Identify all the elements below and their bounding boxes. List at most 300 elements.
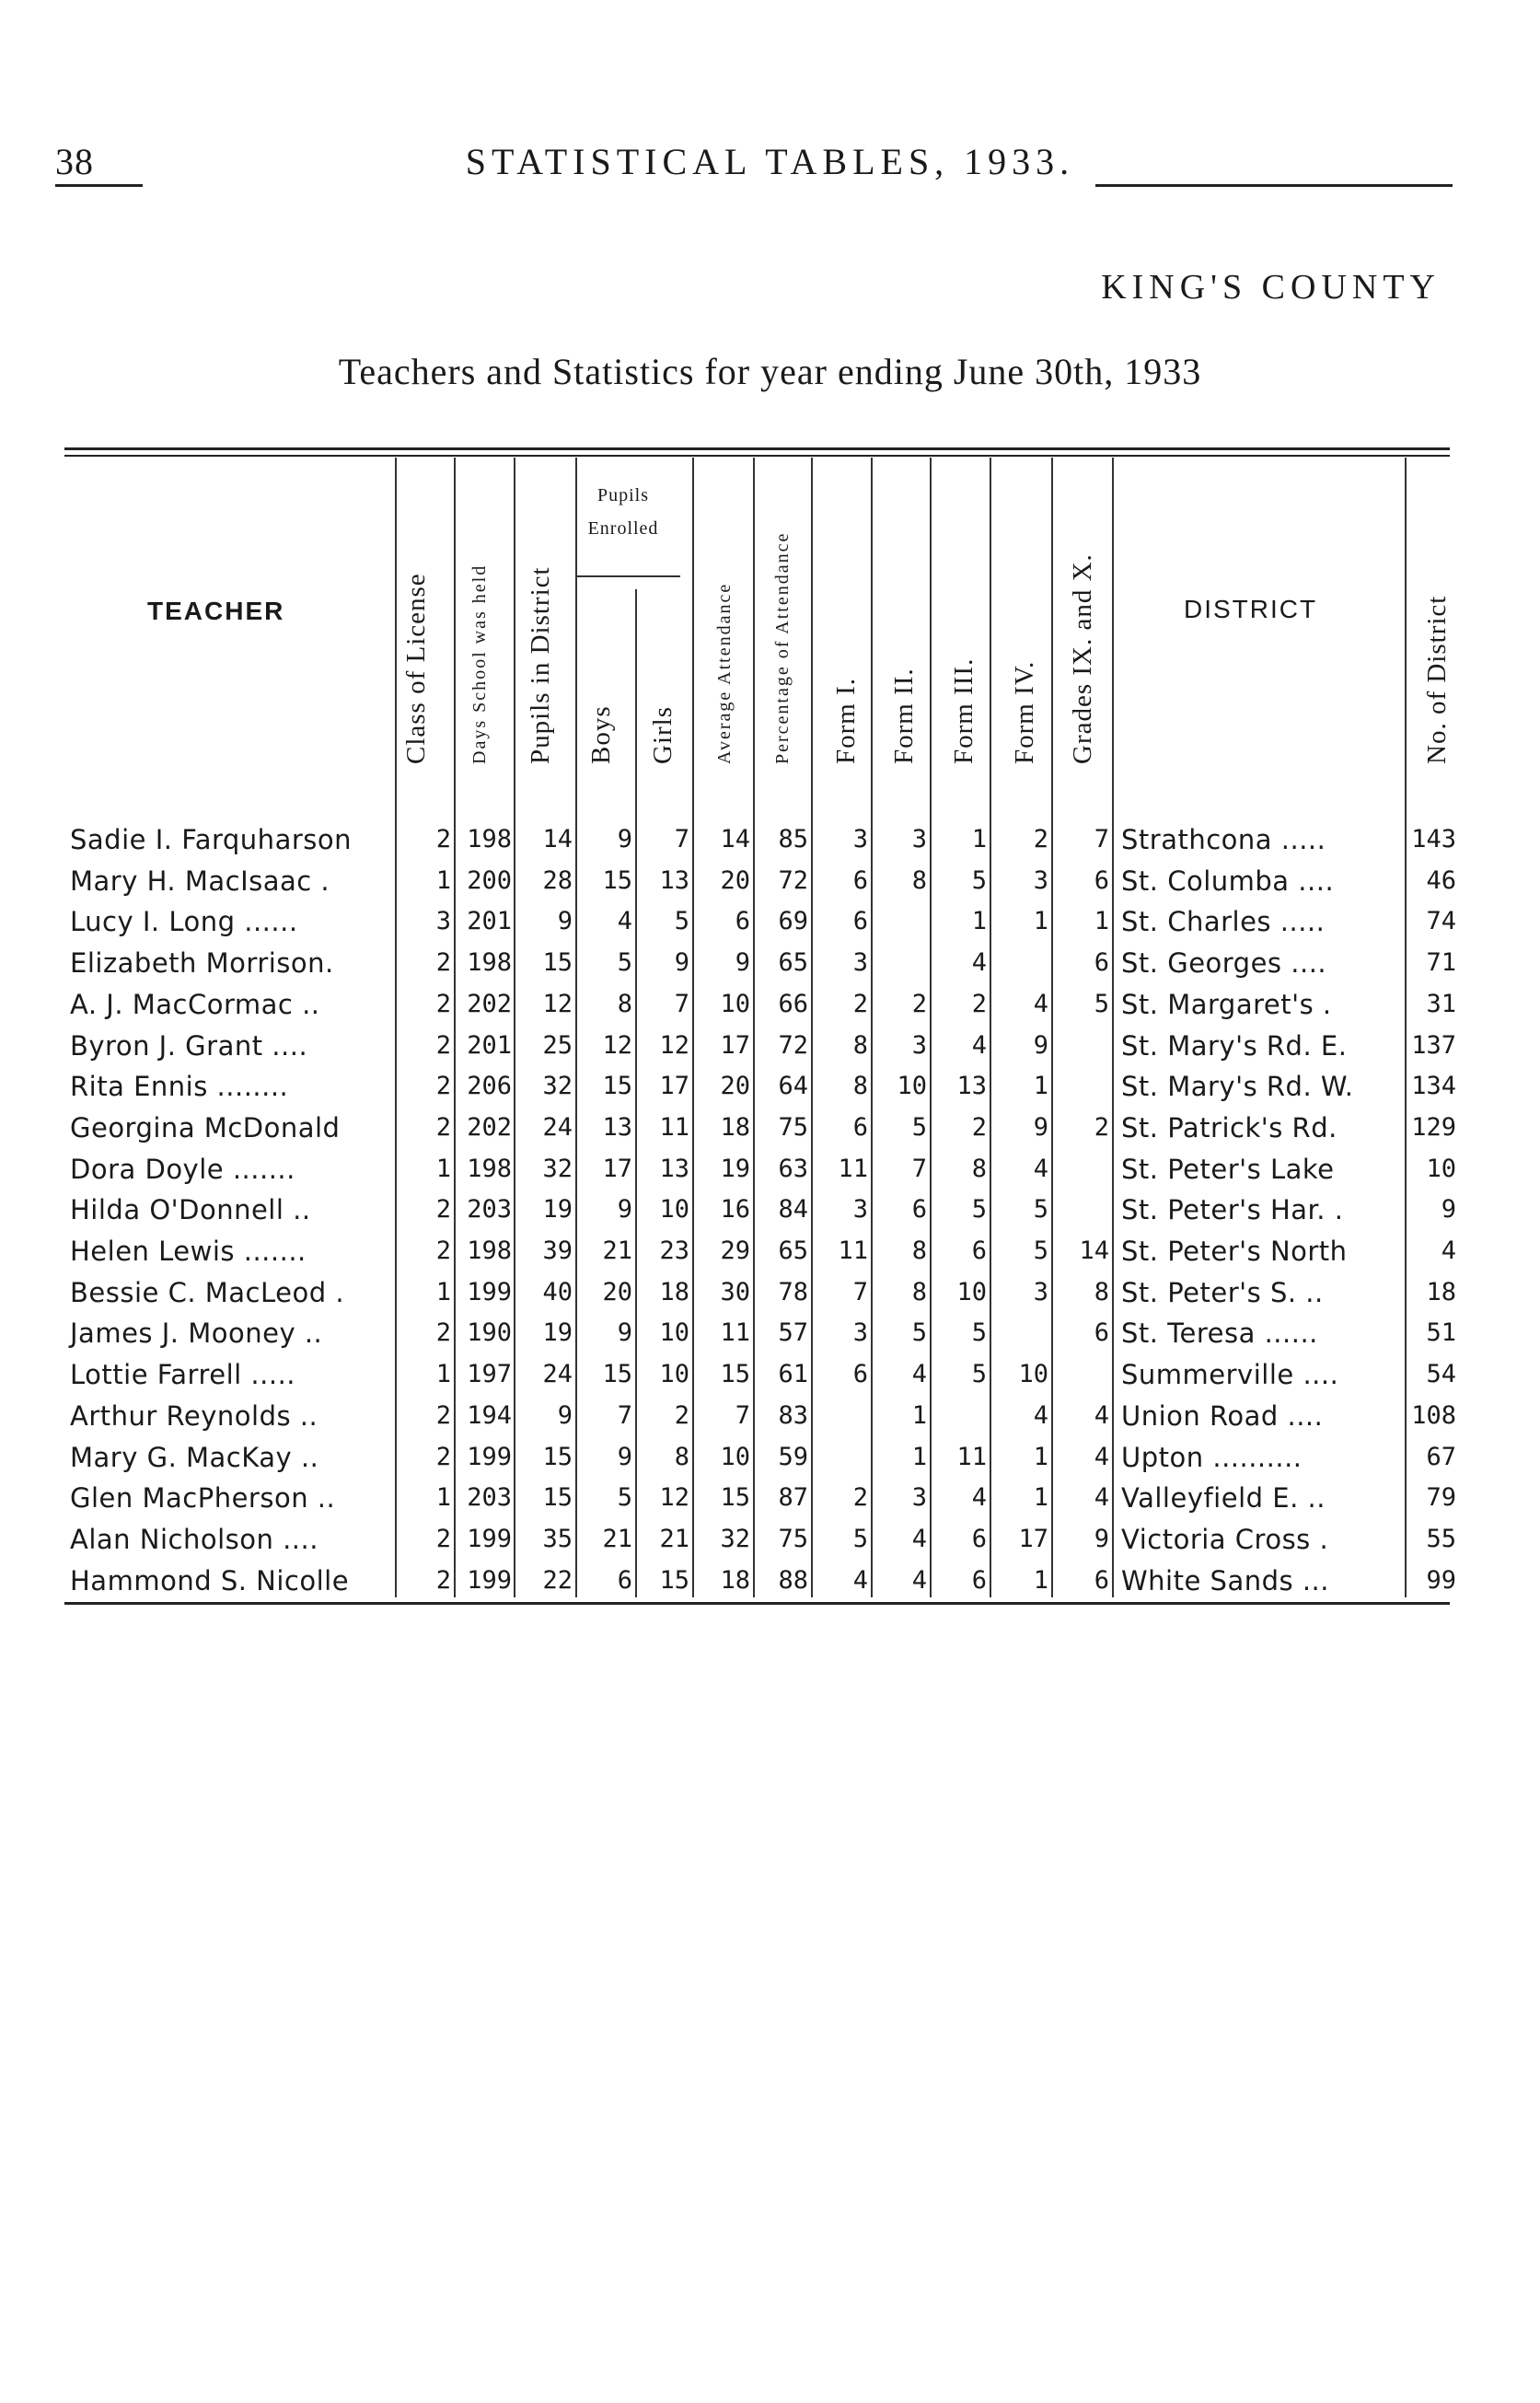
district-name: Valleyfield E. .. — [1121, 1482, 1326, 1515]
average-attendance: 10 — [720, 1442, 750, 1471]
boys-enrolled: 5 — [617, 1483, 632, 1513]
district-name: Summerville .... — [1121, 1359, 1339, 1391]
boys-enrolled: 21 — [602, 1236, 632, 1265]
form-2: 8 — [911, 865, 927, 895]
header-boys: Boys — [586, 705, 616, 764]
district-number: 71 — [1426, 948, 1456, 978]
days-school-held: 199 — [467, 1442, 512, 1471]
district-number: 4 — [1441, 1236, 1456, 1265]
form-2: 3 — [911, 1483, 927, 1513]
district-number: 51 — [1426, 1318, 1456, 1348]
form-1: 3 — [852, 948, 868, 978]
form-4: 4 — [1033, 989, 1048, 1018]
days-school-held: 199 — [467, 1277, 512, 1306]
pupils-in-district: 28 — [542, 865, 573, 895]
days-school-held: 199 — [467, 1524, 512, 1553]
percentage-attendance: 85 — [778, 825, 808, 853]
girls-enrolled: 10 — [659, 1318, 689, 1348]
average-attendance: 17 — [720, 1030, 750, 1060]
district-number: 54 — [1426, 1360, 1456, 1389]
form-2: 3 — [911, 1030, 927, 1060]
header-form-2: Form II. — [889, 668, 919, 764]
average-attendance: 19 — [720, 1154, 750, 1183]
form-2: 1 — [911, 1442, 927, 1471]
class-of-license: 2 — [435, 1072, 451, 1101]
days-school-held: 197 — [467, 1360, 512, 1389]
boys-enrolled: 12 — [602, 1030, 632, 1060]
page-number: 38 — [55, 141, 94, 182]
table-row — [0, 1437, 1540, 1478]
average-attendance: 29 — [720, 1236, 750, 1265]
days-school-held: 203 — [467, 1483, 512, 1513]
header-form-4: Form IV. — [1010, 660, 1039, 764]
pupils-in-district: 24 — [542, 1360, 573, 1389]
teacher-name: Bessie C. MacLeod . — [70, 1276, 345, 1308]
table-top-rule-2 — [64, 455, 1450, 457]
form-4: 9 — [1033, 1112, 1048, 1142]
district-name: White Sands ... — [1121, 1564, 1329, 1596]
boys-enrolled: 6 — [617, 1565, 632, 1595]
grades-ix-x: 2 — [1094, 1112, 1109, 1142]
header-form-1: Form I. — [831, 678, 861, 764]
boys-enrolled: 13 — [602, 1112, 632, 1142]
class-of-license: 2 — [435, 1524, 451, 1553]
running-head: STATISTICAL TABLES, 1933. — [465, 141, 1075, 182]
girls-enrolled: 9 — [674, 948, 689, 978]
percentage-attendance: 88 — [778, 1565, 808, 1595]
form-1: 3 — [852, 1318, 868, 1348]
pupils-in-district: 32 — [542, 1072, 573, 1101]
district-number: 18 — [1426, 1277, 1456, 1306]
grades-ix-x: 5 — [1094, 989, 1109, 1018]
percentage-attendance: 84 — [778, 1195, 808, 1225]
table-row — [0, 1026, 1540, 1066]
pupils-in-district: 14 — [542, 825, 573, 853]
grades-ix-x: 14 — [1079, 1236, 1109, 1265]
district-number: 108 — [1411, 1400, 1456, 1430]
class-of-license: 1 — [435, 1154, 451, 1183]
form-1: 3 — [852, 1195, 868, 1225]
form-1: 5 — [852, 1524, 868, 1553]
average-attendance: 18 — [720, 1112, 750, 1142]
district-name: St. Patrick's Rd. — [1121, 1111, 1337, 1143]
boys-enrolled: 9 — [617, 1442, 632, 1471]
form-3: 6 — [971, 1565, 987, 1595]
form-2: 8 — [911, 1277, 927, 1306]
teacher-name: Sadie I. Farquharson — [70, 824, 352, 855]
boys-enrolled: 20 — [602, 1277, 632, 1306]
average-attendance: 30 — [720, 1277, 750, 1306]
girls-enrolled: 8 — [674, 1442, 689, 1471]
boys-enrolled: 4 — [617, 907, 632, 936]
form-3: 4 — [971, 948, 987, 978]
days-school-held: 190 — [467, 1318, 512, 1348]
district-name: Union Road .... — [1121, 1399, 1324, 1432]
days-school-held: 198 — [467, 1154, 512, 1183]
form-1: 11 — [838, 1154, 868, 1183]
form-1: 6 — [852, 907, 868, 936]
girls-enrolled: 23 — [659, 1236, 689, 1265]
header-percentage-attendance: Percentage of Attendance — [772, 531, 793, 764]
table-row — [0, 1149, 1540, 1190]
average-attendance: 16 — [720, 1195, 750, 1225]
pupils-in-district: 12 — [542, 989, 573, 1018]
form-4: 1 — [1033, 1565, 1048, 1595]
girls-enrolled: 17 — [659, 1072, 689, 1101]
class-of-license: 2 — [435, 1565, 451, 1595]
girls-enrolled: 18 — [659, 1277, 689, 1306]
boys-enrolled: 9 — [617, 825, 632, 853]
percentage-attendance: 72 — [778, 865, 808, 895]
boys-enrolled: 15 — [602, 1072, 632, 1101]
district-name: Victoria Cross . — [1121, 1523, 1329, 1555]
pupils-in-district: 32 — [542, 1154, 573, 1183]
girls-enrolled: 10 — [659, 1360, 689, 1389]
percentage-attendance: 87 — [778, 1483, 808, 1513]
percentage-attendance: 61 — [778, 1360, 808, 1389]
teacher-name: Byron J. Grant .... — [70, 1029, 308, 1062]
teacher-name: Mary H. MacIsaac . — [70, 865, 330, 897]
header-average-attendance: Average Attendance — [714, 582, 735, 764]
form-1: 6 — [852, 865, 868, 895]
class-of-license: 2 — [435, 948, 451, 978]
header-pupils-in-district: Pupils in District — [526, 566, 555, 764]
form-3: 5 — [971, 865, 987, 895]
district-number: 137 — [1411, 1030, 1456, 1060]
class-of-license: 2 — [435, 1442, 451, 1471]
girls-enrolled: 11 — [659, 1112, 689, 1142]
form-3: 6 — [971, 1236, 987, 1265]
grades-ix-x: 6 — [1094, 865, 1109, 895]
pupils-in-district: 25 — [542, 1030, 573, 1060]
table-row — [0, 1478, 1540, 1518]
girls-enrolled: 2 — [674, 1400, 689, 1430]
average-attendance: 32 — [720, 1524, 750, 1553]
district-name: St. Peter's North — [1121, 1236, 1348, 1267]
form-3: 2 — [971, 989, 987, 1018]
form-2: 4 — [911, 1360, 927, 1389]
days-school-held: 200 — [467, 865, 512, 895]
district-name: St. Peter's Har. . — [1121, 1194, 1344, 1226]
pupils-in-district: 35 — [542, 1524, 573, 1553]
table-row — [0, 1396, 1540, 1436]
teacher-name: Lottie Farrell ..... — [70, 1359, 296, 1391]
class-of-license: 2 — [435, 1318, 451, 1348]
form-3: 5 — [971, 1195, 987, 1225]
form-3: 6 — [971, 1524, 987, 1553]
average-attendance: 20 — [720, 1072, 750, 1101]
percentage-attendance: 59 — [778, 1442, 808, 1471]
form-4: 1 — [1033, 1483, 1048, 1513]
district-name: St. Columba .... — [1121, 865, 1335, 897]
percentage-attendance: 65 — [778, 948, 808, 978]
district-number: 46 — [1426, 865, 1456, 895]
district-number: 9 — [1441, 1195, 1456, 1225]
class-of-license: 2 — [435, 1112, 451, 1142]
form-4: 4 — [1033, 1400, 1048, 1430]
head-rule-right — [1095, 184, 1453, 187]
days-school-held: 206 — [467, 1072, 512, 1101]
grades-ix-x: 6 — [1094, 1565, 1109, 1595]
district-name: St. Peter's S. .. — [1121, 1276, 1324, 1308]
table-subtitle: Teachers and Statistics for year ending June 30th, 1933 — [338, 351, 1202, 392]
percentage-attendance: 75 — [778, 1112, 808, 1142]
form-1: 8 — [852, 1072, 868, 1101]
district-number: 134 — [1411, 1072, 1456, 1101]
table-row — [0, 1272, 1540, 1313]
district-number: 55 — [1426, 1524, 1456, 1553]
boys-enrolled: 9 — [617, 1318, 632, 1348]
class-of-license: 1 — [435, 1483, 451, 1513]
form-1: 2 — [852, 989, 868, 1018]
class-of-license: 1 — [435, 865, 451, 895]
form-3: 5 — [971, 1318, 987, 1348]
pupils-in-district: 40 — [542, 1277, 573, 1306]
district-number: 67 — [1426, 1442, 1456, 1471]
form-4: 1 — [1033, 907, 1048, 936]
header-girls: Girls — [648, 706, 677, 764]
table-row — [0, 1354, 1540, 1395]
county-title: KING'S COUNTY — [1101, 268, 1441, 307]
pupils-in-district: 24 — [542, 1112, 573, 1142]
pupils-in-district: 15 — [542, 1442, 573, 1471]
boys-enrolled: 9 — [617, 1195, 632, 1225]
pupils-in-district: 39 — [542, 1236, 573, 1265]
table-top-rule — [64, 447, 1450, 450]
teacher-name: Alan Nicholson .... — [70, 1523, 318, 1555]
form-3: 4 — [971, 1483, 987, 1513]
girls-enrolled: 12 — [659, 1483, 689, 1513]
pupils-in-district: 9 — [557, 907, 573, 936]
average-attendance: 7 — [735, 1400, 750, 1430]
district-name: St. Mary's Rd. W. — [1121, 1071, 1354, 1103]
pupils-in-district: 15 — [542, 948, 573, 978]
table-row — [0, 943, 1540, 983]
form-2: 4 — [911, 1565, 927, 1595]
days-school-held: 202 — [467, 1112, 512, 1142]
average-attendance: 15 — [720, 1360, 750, 1389]
form-4: 3 — [1033, 1277, 1048, 1306]
grades-ix-x: 9 — [1094, 1524, 1109, 1553]
pupils-in-district: 19 — [542, 1318, 573, 1348]
percentage-attendance: 72 — [778, 1030, 808, 1060]
average-attendance: 6 — [735, 907, 750, 936]
pupils-in-district: 15 — [542, 1483, 573, 1513]
form-2: 5 — [911, 1318, 927, 1348]
form-3: 5 — [971, 1360, 987, 1389]
header-class-of-license: Class of License — [401, 573, 431, 764]
boys-enrolled: 15 — [602, 1360, 632, 1389]
form-2: 7 — [911, 1154, 927, 1183]
class-of-license: 2 — [435, 1400, 451, 1430]
average-attendance: 14 — [720, 825, 750, 853]
header-teacher: TEACHER — [147, 597, 285, 625]
percentage-attendance: 78 — [778, 1277, 808, 1306]
teacher-name: Lucy I. Long ...... — [70, 906, 298, 938]
teacher-name: Rita Ennis ........ — [70, 1071, 289, 1103]
teacher-name: Georgina McDonald — [70, 1111, 341, 1143]
grades-ix-x: 1 — [1094, 907, 1109, 936]
form-2: 10 — [897, 1072, 927, 1101]
girls-enrolled: 21 — [659, 1524, 689, 1553]
grades-ix-x: 8 — [1094, 1277, 1109, 1306]
form-4: 17 — [1018, 1524, 1048, 1553]
form-2: 2 — [911, 989, 927, 1018]
percentage-attendance: 57 — [778, 1318, 808, 1348]
form-1: 7 — [852, 1277, 868, 1306]
class-of-license: 2 — [435, 1236, 451, 1265]
pupils-in-district: 22 — [542, 1565, 573, 1595]
form-3: 4 — [971, 1030, 987, 1060]
girls-enrolled: 7 — [674, 989, 689, 1018]
average-attendance: 15 — [720, 1483, 750, 1513]
form-3: 13 — [956, 1072, 987, 1101]
girls-enrolled: 12 — [659, 1030, 689, 1060]
average-attendance: 9 — [735, 948, 750, 978]
days-school-held: 194 — [467, 1400, 512, 1430]
teacher-name: Dora Doyle ....... — [70, 1153, 295, 1185]
boys-enrolled: 7 — [617, 1400, 632, 1430]
table-row — [0, 1066, 1540, 1107]
form-2: 4 — [911, 1524, 927, 1553]
average-attendance: 20 — [720, 865, 750, 895]
district-number: 31 — [1426, 989, 1456, 1018]
form-1: 6 — [852, 1360, 868, 1389]
table-row — [0, 901, 1540, 942]
form-1: 4 — [852, 1565, 868, 1595]
average-attendance: 11 — [720, 1318, 750, 1348]
girls-enrolled: 13 — [659, 865, 689, 895]
teacher-name: Elizabeth Morrison. — [70, 947, 334, 980]
table-row — [0, 1561, 1540, 1601]
header-form-3: Form III. — [949, 657, 978, 764]
teacher-name: Glen MacPherson .. — [70, 1482, 336, 1515]
district-name: Strathcona ..... — [1121, 824, 1326, 855]
form-4: 5 — [1033, 1195, 1048, 1225]
district-number: 99 — [1426, 1565, 1456, 1595]
table-row — [0, 1190, 1540, 1230]
form-3: 8 — [971, 1154, 987, 1183]
days-school-held: 201 — [467, 1030, 512, 1060]
form-2: 3 — [911, 825, 927, 853]
girls-enrolled: 10 — [659, 1195, 689, 1225]
days-school-held: 199 — [467, 1565, 512, 1595]
form-4: 10 — [1018, 1360, 1048, 1389]
class-of-license: 2 — [435, 989, 451, 1018]
grades-ix-x: 6 — [1094, 948, 1109, 978]
district-number: 143 — [1411, 825, 1456, 853]
percentage-attendance: 69 — [778, 907, 808, 936]
girls-enrolled: 15 — [659, 1565, 689, 1595]
average-attendance: 18 — [720, 1565, 750, 1595]
form-1: 3 — [852, 825, 868, 853]
class-of-license: 2 — [435, 1030, 451, 1060]
head-rule-left — [55, 184, 143, 187]
girls-enrolled: 13 — [659, 1154, 689, 1183]
percentage-attendance: 65 — [778, 1236, 808, 1265]
form-3: 10 — [956, 1277, 987, 1306]
form-1: 11 — [838, 1236, 868, 1265]
district-name: St. Margaret's . — [1121, 988, 1332, 1020]
header-grades-ix-x: Grades IX. and X. — [1068, 553, 1097, 764]
district-number: 79 — [1426, 1483, 1456, 1513]
boys-enrolled: 15 — [602, 865, 632, 895]
grades-ix-x: 4 — [1094, 1483, 1109, 1513]
class-of-license: 1 — [435, 1277, 451, 1306]
form-4: 1 — [1033, 1072, 1048, 1101]
header-days-school-held: Days School was held — [469, 563, 490, 764]
form-2: 5 — [911, 1112, 927, 1142]
pupils-in-district: 19 — [542, 1195, 573, 1225]
boys-enrolled: 21 — [602, 1524, 632, 1553]
form-4: 3 — [1033, 865, 1048, 895]
boys-enrolled: 8 — [617, 989, 632, 1018]
header-pupils-enrolled: Pupils Enrolled — [587, 485, 659, 539]
form-4: 2 — [1033, 825, 1048, 853]
pupils-in-district: 9 — [557, 1400, 573, 1430]
percentage-attendance: 63 — [778, 1154, 808, 1183]
form-2: 6 — [911, 1195, 927, 1225]
form-2: 8 — [911, 1236, 927, 1265]
teacher-name: Mary G. MacKay .. — [70, 1441, 319, 1473]
grades-ix-x: 6 — [1094, 1318, 1109, 1348]
table-row — [0, 861, 1540, 901]
table-row — [0, 819, 1540, 860]
days-school-held: 198 — [467, 825, 512, 853]
table-bottom-rule — [64, 1602, 1450, 1605]
district-name: St. Teresa ...... — [1121, 1318, 1318, 1350]
form-1: 8 — [852, 1030, 868, 1060]
form-4: 1 — [1033, 1442, 1048, 1471]
district-name: St. Peter's Lake — [1121, 1153, 1335, 1185]
teacher-name: Hammond S. Nicolle — [70, 1564, 350, 1596]
district-name: St. Georges .... — [1121, 947, 1327, 980]
percentage-attendance: 83 — [778, 1400, 808, 1430]
percentage-attendance: 66 — [778, 989, 808, 1018]
teacher-name: Helen Lewis ....... — [70, 1236, 307, 1267]
average-attendance: 10 — [720, 989, 750, 1018]
class-of-license: 2 — [435, 825, 451, 853]
form-4: 4 — [1033, 1154, 1048, 1183]
boys-enrolled: 17 — [602, 1154, 632, 1183]
teacher-name: James J. Mooney .. — [70, 1318, 323, 1350]
days-school-held: 202 — [467, 989, 512, 1018]
pupils-enrolled-rule — [575, 575, 680, 577]
days-school-held: 203 — [467, 1195, 512, 1225]
days-school-held: 198 — [467, 1236, 512, 1265]
teacher-name: Hilda O'Donnell .. — [70, 1194, 311, 1226]
form-4: 9 — [1033, 1030, 1048, 1060]
district-number: 10 — [1426, 1154, 1456, 1183]
grades-ix-x: 4 — [1094, 1442, 1109, 1471]
grades-ix-x: 4 — [1094, 1400, 1109, 1430]
days-school-held: 201 — [467, 907, 512, 936]
class-of-license: 1 — [435, 1360, 451, 1389]
form-1: 6 — [852, 1112, 868, 1142]
percentage-attendance: 64 — [778, 1072, 808, 1101]
district-name: Upton .......... — [1121, 1441, 1303, 1473]
girls-enrolled: 7 — [674, 825, 689, 853]
header-district: DISTRICT — [1184, 595, 1318, 623]
class-of-license: 3 — [435, 907, 451, 936]
table-row — [0, 1519, 1540, 1560]
header-no-of-district: No. of District — [1422, 595, 1452, 764]
days-school-held: 198 — [467, 948, 512, 978]
boys-enrolled: 5 — [617, 948, 632, 978]
table-row — [0, 1108, 1540, 1148]
form-4: 5 — [1033, 1236, 1048, 1265]
district-number: 129 — [1411, 1112, 1456, 1142]
